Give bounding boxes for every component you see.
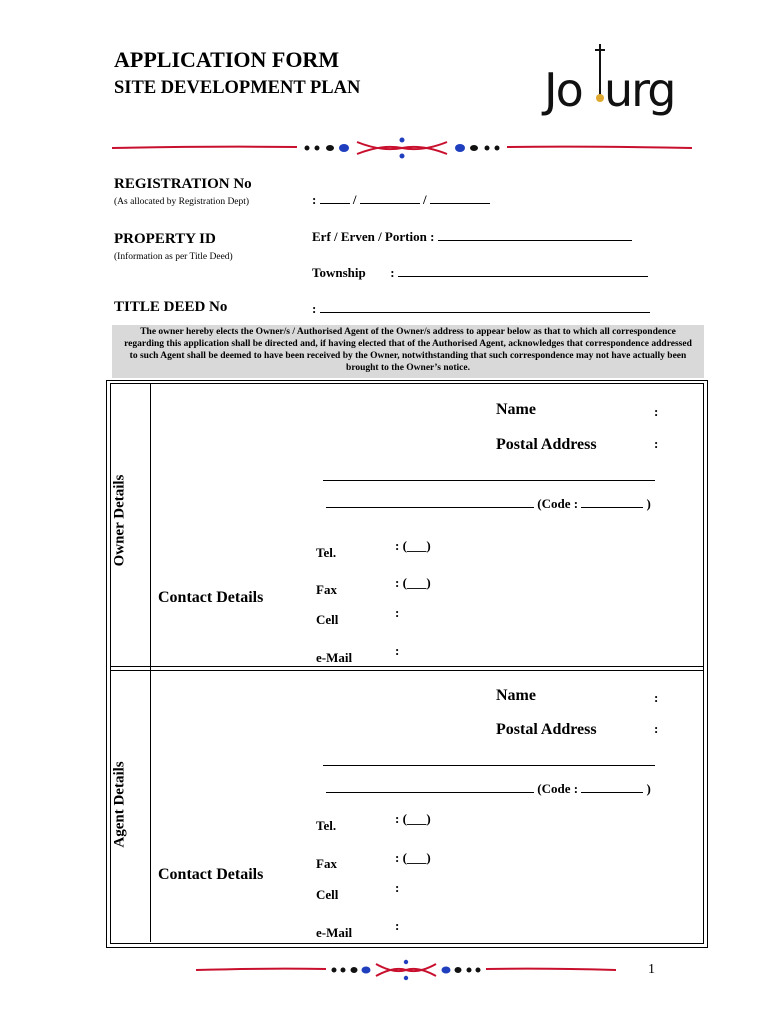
owner-contact-label: Contact Details — [158, 589, 264, 606]
township-field[interactable] — [312, 264, 648, 281]
agent-name-label: Name — [496, 687, 536, 704]
agent-email-colon[interactable]: : — [395, 918, 400, 933]
section-divider-2 — [110, 670, 703, 671]
township-colon: : — [390, 265, 395, 280]
owner-fax-field[interactable]: : (___) — [395, 575, 431, 590]
agent-contact-label: Contact Details — [158, 866, 264, 883]
agent-email-label: e-Mail — [316, 925, 353, 940]
form-title: APPLICATION FORM — [114, 47, 340, 72]
owner-details-label: Owner Details — [111, 474, 128, 567]
registration-slash-2: / — [422, 192, 427, 207]
registration-field[interactable] — [312, 191, 490, 208]
agent-details-label: Agent Details — [111, 761, 128, 848]
joburg-logo — [540, 36, 690, 121]
ornament-divider — [112, 136, 692, 165]
owner-code-label: (Code : — [537, 496, 579, 511]
agent-code-field[interactable] — [326, 780, 651, 797]
owner-code-field[interactable] — [326, 495, 651, 512]
registration-colon: : — [312, 192, 317, 207]
erf-label: Erf / Erven / Portion : — [312, 229, 435, 244]
owner-email-colon[interactable]: : — [395, 643, 400, 658]
owner-fax-label: Fax — [316, 582, 337, 597]
owner-email-label: e-Mail — [316, 650, 353, 665]
section-divider — [110, 666, 703, 667]
registration-slash-1: / — [352, 192, 357, 207]
owner-cell-colon[interactable]: : — [395, 605, 400, 620]
agent-postal-colon: : — [654, 721, 659, 736]
svg-text:urg: urg — [604, 63, 675, 116]
property-id-note: (Information as per Title Deed) — [114, 252, 233, 262]
agent-postal-label: Postal Address — [496, 721, 597, 738]
township-label: Township — [312, 265, 366, 280]
agent-code-close: ) — [646, 781, 651, 796]
agent-fax-field[interactable]: : (___) — [395, 850, 431, 865]
owner-notice: The owner hereby elects the Owner/s / Authorised Agent of the Owner/s address to appear below as that to which all correspondence regarding this application shall be directed and, if having elected that of the Authorised Agent, acknowledges that correspondence addressed to such Agent shall be deemed to have been received by the Owner, notwithstanding that such correspondence may not have actually been brought to the Owner’s notice. — [112, 325, 704, 378]
owner-postal-label: Postal Address — [496, 436, 597, 453]
form-subtitle: SITE DEVELOPMENT PLAN — [114, 78, 361, 98]
owner-tel-label: Tel. — [316, 545, 337, 560]
owner-tel-field[interactable]: : (___) — [395, 538, 431, 553]
footer-ornament — [196, 958, 616, 987]
owner-postal-line[interactable] — [323, 480, 655, 481]
owner-postal-colon: : — [654, 436, 659, 451]
page-number: 1 — [648, 962, 655, 977]
agent-cell-colon[interactable]: : — [395, 880, 400, 895]
title-deed-field[interactable] — [312, 300, 650, 317]
agent-tel-label: Tel. — [316, 818, 337, 833]
svg-text:Jo: Jo — [544, 63, 582, 116]
erf-field[interactable] — [312, 228, 632, 245]
owner-name-colon: : — [654, 404, 659, 419]
owner-cell-label: Cell — [316, 612, 339, 627]
agent-name-colon: : — [654, 690, 659, 705]
agent-code-label: (Code : — [537, 781, 579, 796]
agent-cell-label: Cell — [316, 887, 339, 902]
title-deed-label: TITLE DEED No — [114, 299, 228, 315]
property-id-label: PROPERTY ID — [114, 231, 216, 247]
registration-note: (As allocated by Registration Dept) — [114, 197, 250, 207]
owner-name-label: Name — [496, 401, 536, 418]
agent-tel-field[interactable]: : (___) — [395, 811, 431, 826]
agent-fax-label: Fax — [316, 856, 337, 871]
registration-label: REGISTRATION No — [114, 176, 252, 192]
label-column-divider — [150, 383, 151, 942]
title-deed-colon: : — [312, 301, 317, 316]
owner-code-close: ) — [646, 496, 651, 511]
agent-postal-line[interactable] — [323, 765, 655, 766]
